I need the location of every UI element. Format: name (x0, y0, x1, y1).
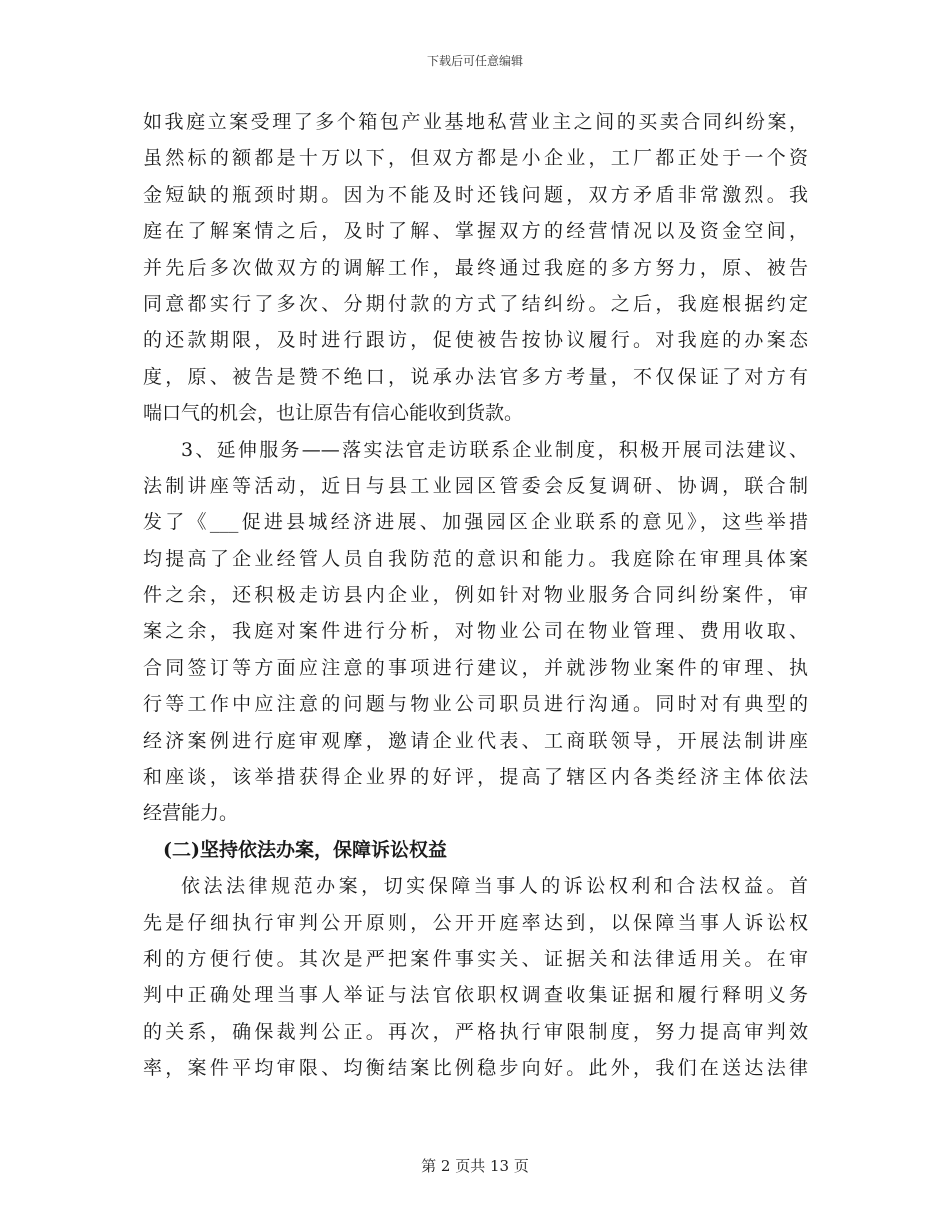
text-line: 均提高了企业经管人员自我防范的意识和能力。我庭除在审理具体案 (143, 547, 808, 570)
text-line: 合同签订等方面应注意的事项进行建议，并就涉物业案件的审理、执 (143, 656, 808, 679)
text-line: 3、延伸服务——落实法官走访联系企业制度，积极开展司法建议、 (181, 438, 808, 461)
text-line: 行等工作中应注意的问题与物业公司职员进行沟通。同时对有典型的 (143, 693, 808, 716)
text-line: 件之余，还积极走访县内企业，例如针对物业服务合同纠纷案件，审 (143, 584, 808, 607)
text-line: 喘口气的机会，也让原告有信心能收到货款。 (143, 402, 524, 425)
text-line: 庭在了解案情之后，及时了解、掌握双方的经营情况以及资金空间， (143, 220, 808, 243)
text-line: 案之余，我庭对案件进行分析，对物业公司在物业管理、费用收取、 (143, 620, 808, 643)
page-footer: 第 2 页共 13 页 (421, 1157, 529, 1175)
text-line: 率，案件平均审限、均衡结案比例稳步向好。此外，我们在送达法律 (143, 1057, 808, 1080)
text-line: 发了《___促进县城经济进展、加强园区企业联系的意见》，这些举措 (143, 511, 808, 534)
document-body (143, 104, 808, 1087)
section-heading: (二)坚持依法办案，保障诉讼权益 (163, 838, 447, 861)
text-line: 经济案例进行庭审观摩，邀请企业代表、工商联领导，开展法制讲座 (143, 729, 808, 752)
text-line: 的关系，确保裁判公正。再次，严格执行审限制度，努力提高审判效 (143, 1020, 808, 1043)
text-line: 法制讲座等活动，近日与县工业园区管委会反复调研、协调，联合制 (143, 474, 808, 497)
text-line: 和座谈，该举措获得企业界的好评，提高了辖区内各类经济主体依法 (143, 766, 808, 789)
text-line: 经营能力。 (143, 802, 239, 825)
text-line: 依法法律规范办案，切实保障当事人的诉讼权利和合法权益。首 (181, 875, 808, 898)
text-line: 金短缺的瓶颈时期。因为不能及时还钱问题，双方矛盾非常激烈。我 (143, 183, 808, 206)
text-line: 先是仔细执行审判公开原则，公开开庭率达到，以保障当事人诉讼权 (143, 911, 808, 934)
text-line: 判中正确处理当事人举证与法官依职权调查收集证据和履行释明义务 (143, 984, 808, 1007)
text-line: 并先后多次做双方的调解工作，最终通过我庭的多方努力，原、被告 (143, 256, 808, 279)
text-line: 的还款期限，及时进行跟访，促使被告按协议履行。对我庭的办案态 (143, 329, 808, 352)
text-line: 同意都实行了多次、分期付款的方式了结纠纷。之后，我庭根据约定 (143, 292, 808, 315)
text-line: 虽然标的额都是十万以下，但双方都是小企业，工厂都正处于一个资 (143, 147, 808, 170)
text-line: 度，原、被告是赞不绝口，说承办法官多方考量，不仅保证了对方有 (143, 365, 808, 388)
text-line: 如我庭立案受理了多个箱包产业基地私营业主之间的买卖合同纠纷案， (143, 111, 808, 133)
text-line: 利的方便行使。其次是严把案件事实关、证据关和法律适用关。在审 (143, 947, 808, 970)
page-header: 下载后可任意编辑 (426, 54, 523, 68)
